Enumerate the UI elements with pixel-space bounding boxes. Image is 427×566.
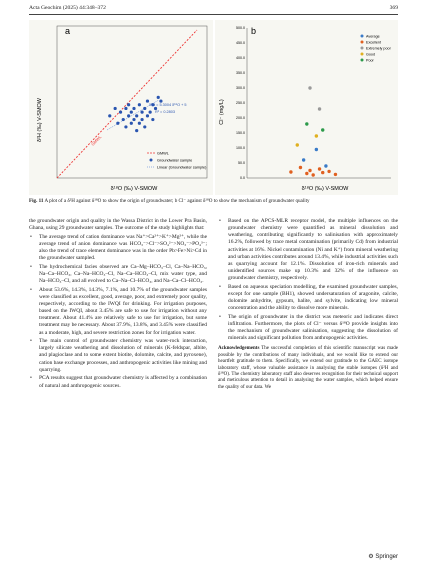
y-tick-label: 400.0 xyxy=(236,56,245,61)
panel-a-frame xyxy=(57,26,207,178)
intro-paragraph: the groundwater origin and quality in the Wassa District in the Lower Pra Basin, Ghana, using 29 groundwater samples. The outcome of the study highlights that: xyxy=(29,218,207,232)
data-point xyxy=(127,114,130,117)
panel-a-xlabel: δ¹⁸O (‰) V-SMOW xyxy=(110,186,158,192)
data-point xyxy=(289,170,292,173)
panel-a-legend xyxy=(147,152,207,170)
list-item: • The hydrochemical facies observed are Ca–Mg–HCO₃–Cl, Ca–Na–HCO₃, Na–Ca–HCO₃, Ca–Na–HCO₃–Cl, Na–Ca–HCO₃–Cl, mix water type, and Na–HCO₃–Cl, and all evolved to Ca–Na–Cl–HCO₃, and Na–Ca–Cl–HCO₃. xyxy=(30,263,207,285)
legend-sample: Groundwater sample xyxy=(157,158,193,163)
left-bullet-list xyxy=(29,234,207,390)
list-item: • The average trend of cation dominance was Na⁺>Ca²⁺>K⁺>Mg²⁺, while the average trend of anion dominance was HCO₃⁻>Cl⁻>SO₄²⁻>NO₃⁻>PO₄³⁻; also the trend of trace element dominance was in the order Pb>Fe>Ni>Cd in the groundwater sampled. xyxy=(30,233,207,262)
panel-a-points xyxy=(108,96,162,132)
list-item-text: Based on aqueous speciation modelling, the examined groundwater samples, except for one sample (BH1), showed undersaturation of aragonite, calcite, dolomite anhydrite, gypsum, halite, and sylvite, indicating low mineral concentration and the ability to dissolve more minerals. xyxy=(228,283,398,312)
list-item: • The main control of groundwater chemistry was water-rock interaction, largely silicate weathering and dissolution of minerals (K-feldspar, albite, and plagioclase and to some extent biotite, dolomite, calcite, and pyroxene), cation base exchange processes, and anthropogenic activities like mining and quarrying. xyxy=(30,338,207,373)
list-item-text: About 53.6%, 14.3%, 14.3%, 7.1%, and 10.7% of the groundwater samples were classified as excellent, good, average, poor, and extremely poor quality, respectively, according to the IWQI for drinking. For irrigation purposes, based on the IWQI, about 3.45% are safe to use for irrigation without any treatment. About 41.4% are relatively safe to use for irrigation, but some treatment may be necessary. About 37.9%, 13.8%, and 3.45% were classified as a moderate, high, and severe restriction zones for for irrigation water. xyxy=(39,286,207,336)
data-point xyxy=(138,122,141,125)
right-column xyxy=(218,218,398,391)
list-item: • The origin of groundwater in the district was meteoric and indicates direct infiltration. Furthermore, the plots of Cl⁻ versus δ¹⁸O provide insights into the mechanism of groundwater salinisation, suggesting the dissolution of minerals and significant pollution from anthropogenic activities. xyxy=(219,313,398,342)
data-point xyxy=(130,122,133,125)
data-point xyxy=(157,96,160,99)
page-number: 369 xyxy=(389,5,398,11)
data-point xyxy=(321,128,324,131)
data-point xyxy=(305,122,308,125)
data-point xyxy=(151,118,154,121)
publisher-name: Springer xyxy=(375,554,398,560)
data-point xyxy=(146,114,149,117)
legend-label: Average xyxy=(366,34,380,39)
data-point xyxy=(124,107,127,110)
ack-title: Acknowledgements xyxy=(218,346,260,352)
data-point xyxy=(143,125,146,128)
data-point xyxy=(132,107,135,110)
legend-label: Excellent xyxy=(366,40,381,45)
journal-citation: Acta Geochim (2025) 44:348–372 xyxy=(29,5,106,11)
legend-label: Poor xyxy=(366,58,374,63)
caption-label: Fig. 11 xyxy=(29,198,44,204)
panel-a-ylabel: δ²H (‰) V-SMOW xyxy=(37,98,43,142)
data-point xyxy=(308,169,311,172)
ack-text: The successful completion of this scientific manuscript was made possible by the contributions of many individuals, and we would like to extend our heartfelt gratitude to them. Specifically, we extend our gratitude to the GAEC isotope laboratory staff, whose valuable assistance in analysing the stable isotopes (δ²H and δ¹⁸O). The chemistry laboratory staff also deserves recognition for their technical support and meticulous attention to detail in analysing the water samples, which helped ensure the quality of our data. We xyxy=(218,346,398,390)
panel-b-label: b xyxy=(251,26,257,36)
legend-swatch xyxy=(361,41,364,44)
y-tick-label: 50.0 xyxy=(238,161,245,166)
publisher-footer xyxy=(368,553,398,560)
y-tick-label: 200.0 xyxy=(236,116,245,121)
y-tick-label: 100.0 xyxy=(236,146,245,151)
legend-gmwl: GMWL xyxy=(157,151,169,156)
y-tick-label: 250.0 xyxy=(236,101,245,106)
panel-a-label: a xyxy=(65,26,71,36)
legend-swatch xyxy=(361,53,364,56)
legend-label: Extremely poor xyxy=(366,46,391,51)
panel-b-ylabel: Cl⁻ (mg/L) xyxy=(219,99,225,125)
panel-a-svg xyxy=(29,20,213,195)
panel-b-yticks xyxy=(236,26,245,180)
data-point xyxy=(138,103,141,106)
list-item: • Based on aqueous speciation modelling, the examined groundwater samples, except for one sample (BH1), showed undersaturation of aragonite, calcite, dolomite anhydrite, gypsum, halite, and sylvite, indicating low mineral concentration and the ability to dissolve more minerals. xyxy=(219,283,398,312)
data-point xyxy=(124,125,127,128)
data-point xyxy=(302,158,305,161)
header-rule xyxy=(29,14,398,15)
legend-label: Good xyxy=(366,52,376,57)
data-point xyxy=(311,173,314,176)
panel-b-legend xyxy=(361,34,392,62)
data-point xyxy=(149,111,152,114)
data-point xyxy=(127,103,130,106)
list-item: • About 53.6%, 14.3%, 14.3%, 7.1%, and 10.7% of the groundwater samples were classified as excellent, good, average, poor, and extremely poor quality, respectively, according to the IWQI for drinking. For irrigation purposes, based on the IWQI, about 3.45% are safe to use for irrigation without any treatment. About 41.4% are relatively safe to use for irrigation, but some treatment may be necessary. About 37.9%, 13.8%, and 3.45% were classified as a moderate, high, and severe restriction zones for for irrigation water. xyxy=(30,286,207,336)
panel-b-svg xyxy=(215,20,398,195)
trend-equation: δ²H = 5.3004 δ¹⁸O + 5 xyxy=(149,103,187,107)
y-tick-label: 150.0 xyxy=(236,131,245,136)
data-point xyxy=(135,114,138,117)
list-item: • PCA results suggest that groundwater chemistry is affected by a combination of natural and anthropogenic sources. xyxy=(30,375,207,389)
data-point xyxy=(324,164,327,167)
acknowledgements xyxy=(218,346,398,391)
list-item-text: Based on the APCS-MLR receptor model, the multiple influences on the groundwater chemistry were quantified as mineral dissolution and weathering, contributing significantly to salinisation with approximately 16.2%, followed by trace metal contamination (primarily Cd) from industrial activities at 16%. Nickel contamination (Ni and K⁺) from mineral weathering and urban activities contributes around 13.4%, while industrial activities such as quarrying account for 12.1%. Dissolution of iron-rich minerals and unidentified sources make up 10.3% and 32% of the influence on groundwater chemistry, respectively. xyxy=(228,218,398,282)
data-point xyxy=(130,111,133,114)
panel-b-xlabel: δ¹⁸O (‰) V-SMOW xyxy=(301,186,349,192)
data-point xyxy=(140,118,143,121)
left-column xyxy=(29,218,207,391)
legend-swatch xyxy=(361,59,364,62)
y-tick-label: 450.0 xyxy=(236,41,245,46)
data-point xyxy=(299,166,302,169)
data-point xyxy=(327,170,330,173)
y-tick-label: 350.0 xyxy=(236,71,245,76)
figure-caption xyxy=(29,198,398,204)
list-item-text: The origin of groundwater in the district was meteoric and indicates direct infiltration. Furthermore, the plots of Cl⁻ versus δ¹⁸O provide insights into the mechanism of groundwater salinisation, suggesting the dissolution of minerals and significant pollution from anthropogenic activities. xyxy=(228,313,398,342)
panel-a xyxy=(29,20,213,195)
springer-logo-icon: ⚙ xyxy=(368,554,374,560)
panel-b xyxy=(215,20,398,195)
legend-sample-swatch xyxy=(150,159,153,162)
legend-swatch xyxy=(361,35,364,38)
data-point xyxy=(315,148,318,151)
data-point xyxy=(334,173,337,176)
data-point xyxy=(116,122,119,125)
data-point xyxy=(132,118,135,121)
list-item-text: The average trend of cation dominance was Na⁺>Ca²⁺>K⁺>Mg²⁺, while the average trend of anion dominance was HCO₃⁻>Cl⁻>SO₄²⁻>NO₃⁻>PO₄³⁻; also the trend of trace element dominance was in the order Pb>Fe>Ni>Cd in the groundwater sampled. xyxy=(39,233,207,262)
y-tick-label: 500.0 xyxy=(236,26,245,31)
data-point xyxy=(108,114,111,117)
y-tick-label: 300.0 xyxy=(236,86,245,91)
figure-11 xyxy=(29,20,398,195)
gmwl-label: GMWL xyxy=(90,134,103,147)
list-item: • Based on the APCS-MLR receptor model, the multiple influences on the groundwater chemistry were quantified as mineral dissolution and weathering, contributing significantly to salinisation with approximately 16.2%, followed by trace metal contamination (primarily Cd) from industrial activities at 16%. Nickel contamination (Ni and K⁺) from mineral weathering and urban activities contributes around 13.4%, while industrial activities such as quarrying account for 12.1%. Dissolution of iron-rich minerals and unidentified sources make up 10.3% and 32% of the influence on groundwater chemistry, respectively. xyxy=(219,218,398,282)
caption-text: A plot of a δ²H against δ¹⁸O to show the origin of groundwater; b Cl⁻ against δ¹⁸O to show the mechanism of groundwater quality xyxy=(44,198,310,204)
data-point xyxy=(140,111,143,114)
legend-swatch xyxy=(361,47,364,50)
data-point xyxy=(305,172,308,175)
data-point xyxy=(122,118,125,121)
right-bullet-list xyxy=(218,218,398,342)
panel-b-points xyxy=(289,86,337,176)
legend-linear: Linear (Groundwater sample) xyxy=(157,165,207,170)
data-point xyxy=(321,171,324,174)
data-point xyxy=(296,143,299,146)
list-item-text: The hydrochemical facies observed are Ca–Mg–HCO₃–Cl, Ca–Na–HCO₃, Na–Ca–HCO₃, Ca–Na–HCO₃–Cl, Na–Ca–HCO₃–Cl, mix water type, and Na–HCO₃–Cl, and all evolved to Ca–Na–Cl–HCO₃, and Na–Ca–Cl–HCO₃. xyxy=(39,263,207,285)
data-point xyxy=(318,167,321,170)
data-point xyxy=(135,129,138,132)
data-point xyxy=(143,107,146,110)
data-point xyxy=(114,107,117,110)
data-point xyxy=(315,134,318,137)
data-point xyxy=(119,111,122,114)
data-point xyxy=(318,107,321,110)
y-tick-label: 0.0 xyxy=(240,176,245,181)
trend-r2: R² = 0.2803 xyxy=(155,110,175,114)
data-point xyxy=(308,86,311,89)
running-header xyxy=(29,5,398,11)
list-item-text: The main control of groundwater chemistry was water-rock interaction, largely silicate weathering and dissolution of minerals (K-feldspar, albite, and plagioclase and to some extent biotite, dolomite, calcite, and pyroxene), cation base exchange processes, and anthropogenic activities like mining and quarrying. xyxy=(39,338,207,373)
list-item-text: PCA results suggest that groundwater chemistry is affected by a combination of natural and anthropogenic sources. xyxy=(39,375,207,389)
